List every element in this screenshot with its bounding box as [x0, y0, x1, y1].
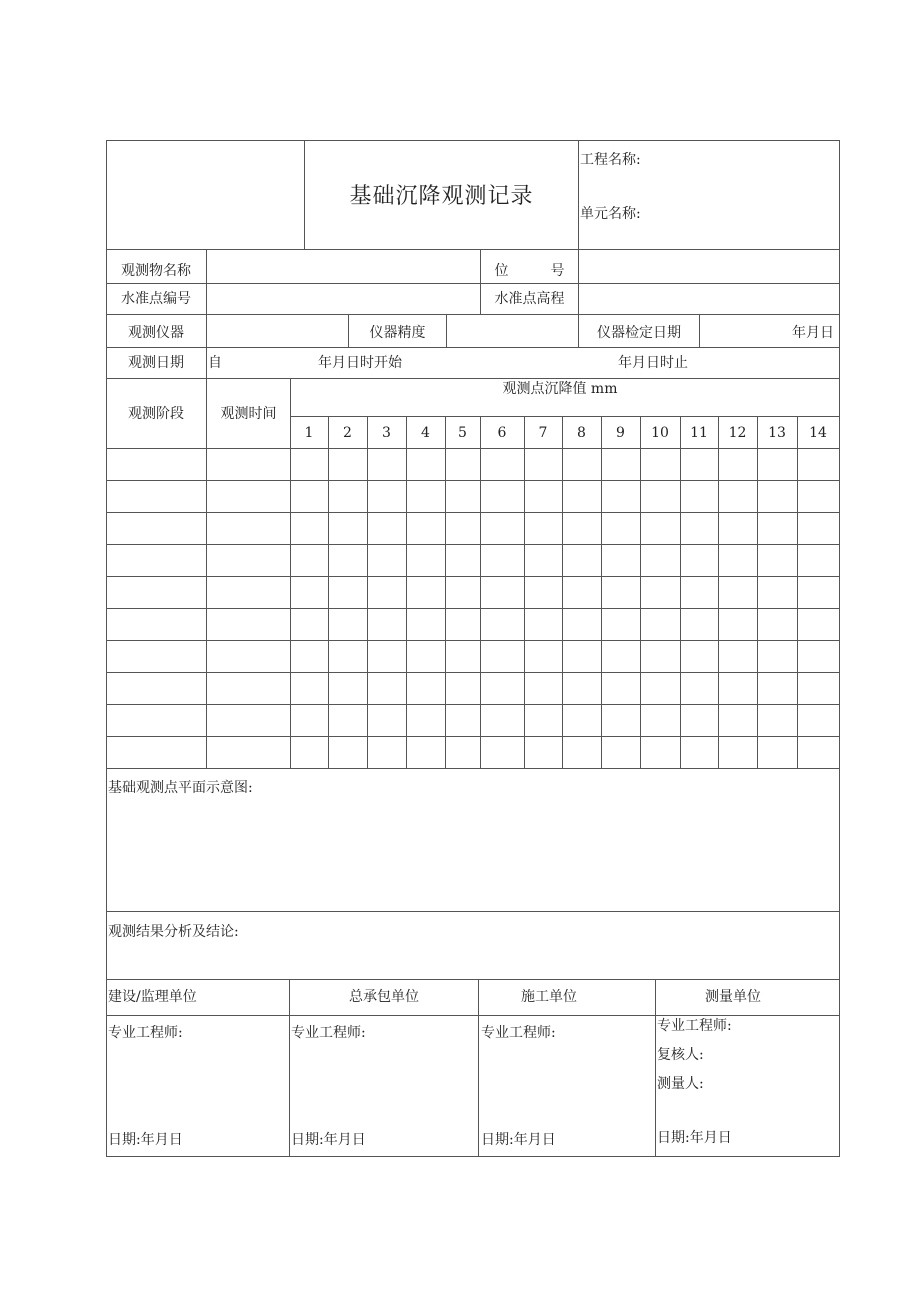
- grid-line: [106, 314, 840, 315]
- settlement-cell[interactable]: [602, 577, 640, 608]
- settlement-cell[interactable]: [291, 577, 328, 608]
- stage-cell[interactable]: [107, 577, 206, 608]
- survey-date-field[interactable]: 日期:年月日: [657, 1130, 732, 1146]
- settlement-cell[interactable]: [798, 673, 839, 704]
- time-cell[interactable]: [207, 609, 290, 640]
- settlement-cell[interactable]: [681, 705, 718, 736]
- settlement-cell[interactable]: [758, 481, 797, 512]
- settlement-cell[interactable]: [481, 545, 524, 576]
- settlement-cell[interactable]: [719, 513, 757, 544]
- settlement-cell[interactable]: [446, 609, 480, 640]
- settlement-cell[interactable]: [291, 641, 328, 672]
- point-number-14: 14: [809, 425, 827, 441]
- settlement-cell[interactable]: [758, 737, 797, 768]
- settlement-cell[interactable]: [798, 577, 839, 608]
- settlement-cell[interactable]: [798, 545, 839, 576]
- grid-line: [106, 378, 840, 379]
- settlement-cell[interactable]: [329, 609, 367, 640]
- obs-date-label: 观测日期: [128, 355, 184, 371]
- settlement-cell[interactable]: [798, 737, 839, 768]
- settlement-cell[interactable]: [368, 705, 406, 736]
- settlement-cell[interactable]: [602, 737, 640, 768]
- settlement-cell[interactable]: [563, 641, 601, 672]
- settlement-cell[interactable]: [563, 737, 601, 768]
- settlement-cell[interactable]: [481, 577, 524, 608]
- settlement-cell[interactable]: [525, 609, 562, 640]
- survey-engineer-field[interactable]: 专业工程师:: [657, 1018, 732, 1034]
- analysis-label: 观测结果分析及结论:: [108, 924, 239, 940]
- settlement-cell[interactable]: [758, 673, 797, 704]
- grid-line: [655, 979, 656, 1157]
- settlement-cell[interactable]: [758, 449, 797, 480]
- stage-cell[interactable]: [107, 641, 206, 672]
- settlement-cell[interactable]: [719, 641, 757, 672]
- settlement-cell[interactable]: [525, 673, 562, 704]
- instrument-label: 观测仪器: [128, 325, 184, 341]
- sig-header-client: 建设/监理单位: [108, 989, 197, 1005]
- obs-start-field[interactable]: 年月日时开始: [318, 355, 402, 371]
- time-cell[interactable]: [207, 673, 290, 704]
- construction-date-field[interactable]: 日期:年月日: [481, 1132, 556, 1148]
- settlement-cell[interactable]: [291, 449, 328, 480]
- settlement-cell[interactable]: [798, 481, 839, 512]
- settlement-cell[interactable]: [798, 609, 839, 640]
- settlement-cell[interactable]: [681, 737, 718, 768]
- time-cell[interactable]: [207, 705, 290, 736]
- settlement-cell[interactable]: [329, 641, 367, 672]
- point-number-10: 10: [651, 425, 669, 441]
- time-cell[interactable]: [207, 641, 290, 672]
- benchmark-no-field[interactable]: [207, 286, 480, 314]
- point-number-8: 8: [577, 425, 586, 441]
- settlement-cell[interactable]: [446, 577, 480, 608]
- survey-surveyor-field[interactable]: 测量人:: [657, 1076, 704, 1092]
- time-cell[interactable]: [207, 737, 290, 768]
- settlement-cell[interactable]: [681, 481, 718, 512]
- settlement-cell[interactable]: [681, 545, 718, 576]
- settlement-cell[interactable]: [798, 641, 839, 672]
- time-cell[interactable]: [207, 513, 290, 544]
- settlement-cell[interactable]: [368, 481, 406, 512]
- settlement-cell[interactable]: [563, 449, 601, 480]
- settlement-cell[interactable]: [525, 641, 562, 672]
- time-cell[interactable]: [207, 449, 290, 480]
- grid-line: [106, 768, 840, 769]
- settlement-cell[interactable]: [407, 513, 445, 544]
- plan-label: 基础观测点平面示意图:: [108, 780, 253, 796]
- position-field[interactable]: [579, 255, 839, 283]
- benchmark-no-label: 水准点编号: [121, 291, 191, 307]
- settlement-cell[interactable]: [329, 513, 367, 544]
- grid-line: [699, 315, 700, 348]
- settlement-cell[interactable]: [563, 705, 601, 736]
- obs-end-field[interactable]: 年月日时止: [618, 355, 688, 371]
- settlement-cell[interactable]: [481, 673, 524, 704]
- settlement-cell[interactable]: [525, 481, 562, 512]
- settlement-cell[interactable]: [563, 545, 601, 576]
- time-cell[interactable]: [207, 481, 290, 512]
- stage-cell[interactable]: [107, 545, 206, 576]
- settlement-cell[interactable]: [481, 449, 524, 480]
- form-title: 基础沉降观测记录: [349, 184, 534, 209]
- grid-line: [106, 911, 840, 912]
- settlement-cell[interactable]: [407, 641, 445, 672]
- settlement-cell[interactable]: [368, 449, 406, 480]
- settlement-cell[interactable]: [291, 481, 328, 512]
- contractor-date-field[interactable]: 日期:年月日: [291, 1132, 366, 1148]
- calib-date-label: 仪器检定日期: [597, 325, 681, 341]
- point-number-4: 4: [421, 425, 430, 441]
- stage-cell[interactable]: [107, 449, 206, 480]
- grid-line: [106, 347, 840, 348]
- settlement-cell[interactable]: [602, 481, 640, 512]
- settlement-cell[interactable]: [446, 737, 480, 768]
- sig-header-survey: 测量单位: [705, 989, 761, 1005]
- stage-cell[interactable]: [107, 481, 206, 512]
- settlement-cell[interactable]: [641, 513, 680, 544]
- time-cell[interactable]: [207, 545, 290, 576]
- settlement-cell[interactable]: [446, 449, 480, 480]
- client-date-field[interactable]: 日期:年月日: [108, 1132, 183, 1148]
- precision-label: 仪器精度: [369, 325, 426, 341]
- settlement-cell[interactable]: [602, 513, 640, 544]
- settlement-cell[interactable]: [291, 705, 328, 736]
- settlement-cell[interactable]: [681, 577, 718, 608]
- grid-line: [106, 979, 840, 980]
- settlement-cell[interactable]: [368, 577, 406, 608]
- settlement-cell[interactable]: [641, 545, 680, 576]
- point-number-2: 2: [343, 425, 352, 441]
- settlement-cell[interactable]: [758, 577, 797, 608]
- project-name-label[interactable]: 工程名称:: [580, 152, 641, 168]
- calib-date-field[interactable]: 年月日: [792, 325, 834, 341]
- settlement-cell[interactable]: [719, 609, 757, 640]
- settlement-cell[interactable]: [329, 449, 367, 480]
- settlement-cell[interactable]: [563, 673, 601, 704]
- grid-line: [478, 979, 479, 1157]
- settlement-cell[interactable]: [481, 481, 524, 512]
- precision-field[interactable]: [447, 317, 578, 347]
- settlement-cell[interactable]: [719, 705, 757, 736]
- settlement-cell[interactable]: [407, 705, 445, 736]
- grid-line: [106, 249, 840, 250]
- settlement-cell[interactable]: [368, 513, 406, 544]
- settlement-cell[interactable]: [481, 609, 524, 640]
- settlement-cell[interactable]: [681, 513, 718, 544]
- settlement-cell[interactable]: [525, 449, 562, 480]
- settlement-cell[interactable]: [563, 577, 601, 608]
- benchmark-elev-label: 水准点高程: [494, 291, 565, 307]
- grid-line: [106, 283, 840, 284]
- settlement-cell[interactable]: [563, 513, 601, 544]
- settlement-cell[interactable]: [525, 513, 562, 544]
- grid-line: [578, 140, 579, 250]
- point-number-13: 13: [768, 425, 786, 441]
- settlement-cell[interactable]: [407, 609, 445, 640]
- settlement-cell[interactable]: [525, 737, 562, 768]
- construction-engineer-field[interactable]: 专业工程师:: [481, 1025, 556, 1041]
- settlement-cell[interactable]: [446, 705, 480, 736]
- benchmark-elev-field[interactable]: [579, 286, 839, 314]
- settlement-cell[interactable]: [446, 641, 480, 672]
- analysis-field[interactable]: [108, 944, 838, 978]
- stage-cell[interactable]: [107, 673, 206, 704]
- grid-line: [106, 1015, 840, 1016]
- stage-cell[interactable]: [107, 513, 206, 544]
- settlement-cell[interactable]: [525, 577, 562, 608]
- settlement-cell[interactable]: [407, 673, 445, 704]
- stage-cell[interactable]: [107, 609, 206, 640]
- settlement-cell[interactable]: [481, 641, 524, 672]
- time-header: 观测时间: [220, 406, 277, 422]
- settlement-cell[interactable]: [481, 737, 524, 768]
- stage-header: 观测阶段: [128, 406, 184, 422]
- point-number-1: 1: [304, 425, 314, 441]
- unit-name-label[interactable]: 单元名称:: [580, 206, 641, 222]
- settlement-cell[interactable]: [368, 673, 406, 704]
- settlement-cell[interactable]: [407, 545, 445, 576]
- settlement-cell[interactable]: [446, 513, 480, 544]
- settlement-header: 观测点沉降值 mm: [502, 381, 618, 397]
- settlement-cell[interactable]: [641, 449, 680, 480]
- settlement-cell[interactable]: [641, 577, 680, 608]
- settlement-cell[interactable]: [681, 609, 718, 640]
- settlement-cell[interactable]: [407, 577, 445, 608]
- settlement-cell[interactable]: [368, 737, 406, 768]
- settlement-cell[interactable]: [291, 513, 328, 544]
- settlement-cell[interactable]: [602, 705, 640, 736]
- point-number-11: 11: [690, 425, 708, 441]
- border-bottom: [106, 1156, 840, 1157]
- settlement-cell[interactable]: [719, 545, 757, 576]
- settlement-cell[interactable]: [329, 545, 367, 576]
- settlement-cell[interactable]: [481, 513, 524, 544]
- settlement-cell[interactable]: [681, 673, 718, 704]
- settlement-cell[interactable]: [329, 737, 367, 768]
- settlement-cell[interactable]: [758, 609, 797, 640]
- settlement-cell[interactable]: [758, 641, 797, 672]
- settlement-cell[interactable]: [525, 705, 562, 736]
- contractor-engineer-field[interactable]: 专业工程师:: [291, 1025, 366, 1041]
- settlement-cell[interactable]: [525, 545, 562, 576]
- settlement-cell[interactable]: [291, 609, 328, 640]
- obs-from-text: 自: [208, 355, 222, 371]
- settlement-cell[interactable]: [602, 641, 640, 672]
- settlement-cell[interactable]: [446, 481, 480, 512]
- settlement-cell[interactable]: [641, 481, 680, 512]
- instrument-field[interactable]: [207, 317, 348, 347]
- sig-header-general-contractor: 总承包单位: [349, 989, 419, 1005]
- settlement-cell[interactable]: [719, 481, 757, 512]
- settlement-cell[interactable]: [368, 545, 406, 576]
- point-number-3: 3: [382, 425, 391, 441]
- settlement-cell[interactable]: [368, 609, 406, 640]
- settlement-cell[interactable]: [563, 609, 601, 640]
- settlement-cell[interactable]: [641, 673, 680, 704]
- stage-cell[interactable]: [107, 737, 206, 768]
- position-label: 位 号: [494, 263, 565, 279]
- settlement-cell[interactable]: [446, 545, 480, 576]
- settlement-cell[interactable]: [481, 705, 524, 736]
- border-right: [839, 140, 840, 1157]
- settlement-cell[interactable]: [719, 449, 757, 480]
- settlement-cell[interactable]: [329, 705, 367, 736]
- settlement-cell[interactable]: [641, 737, 680, 768]
- settlement-cell[interactable]: [798, 449, 839, 480]
- point-number-7: 7: [538, 425, 548, 441]
- settlement-cell[interactable]: [641, 609, 680, 640]
- settlement-cell[interactable]: [641, 641, 680, 672]
- settlement-cell[interactable]: [798, 513, 839, 544]
- settlement-cell[interactable]: [329, 481, 367, 512]
- plan-sketch-area[interactable]: [108, 800, 838, 910]
- settlement-cell[interactable]: [329, 673, 367, 704]
- settlement-cell[interactable]: [563, 481, 601, 512]
- stage-cell[interactable]: [107, 705, 206, 736]
- border-top: [106, 140, 840, 141]
- client-engineer-field[interactable]: 专业工程师:: [108, 1025, 183, 1041]
- settlement-cell[interactable]: [407, 449, 445, 480]
- settlement-cell[interactable]: [602, 449, 640, 480]
- sig-header-construction: 施工单位: [521, 989, 577, 1005]
- point-number-5: 5: [458, 425, 467, 441]
- settlement-cell[interactable]: [681, 449, 718, 480]
- settlement-cell[interactable]: [681, 641, 718, 672]
- object-name-field[interactable]: [207, 255, 480, 283]
- settlement-cell[interactable]: [446, 673, 480, 704]
- settlement-cell[interactable]: [291, 737, 328, 768]
- settlement-cell[interactable]: [758, 513, 797, 544]
- settlement-cell[interactable]: [719, 673, 757, 704]
- point-number-12: 12: [728, 425, 747, 441]
- settlement-cell[interactable]: [368, 641, 406, 672]
- point-number-6: 6: [497, 425, 507, 441]
- settlement-cell[interactable]: [329, 577, 367, 608]
- settlement-cell[interactable]: [602, 609, 640, 640]
- settlement-cell[interactable]: [758, 545, 797, 576]
- settlement-cell[interactable]: [758, 705, 797, 736]
- settlement-cell[interactable]: [719, 737, 757, 768]
- settlement-cell[interactable]: [291, 545, 328, 576]
- settlement-cell[interactable]: [602, 545, 640, 576]
- settlement-cell[interactable]: [641, 705, 680, 736]
- grid-line: [289, 979, 290, 1157]
- point-number-9: 9: [616, 425, 625, 441]
- settlement-cell[interactable]: [719, 577, 757, 608]
- settlement-cell[interactable]: [602, 673, 640, 704]
- settlement-cell[interactable]: [798, 705, 839, 736]
- object-name-label: 观测物名称: [121, 263, 191, 279]
- settlement-cell[interactable]: [407, 481, 445, 512]
- survey-reviewer-field[interactable]: 复核人:: [657, 1047, 704, 1063]
- settlement-cell[interactable]: [407, 737, 445, 768]
- time-cell[interactable]: [207, 577, 290, 608]
- settlement-cell[interactable]: [291, 673, 328, 704]
